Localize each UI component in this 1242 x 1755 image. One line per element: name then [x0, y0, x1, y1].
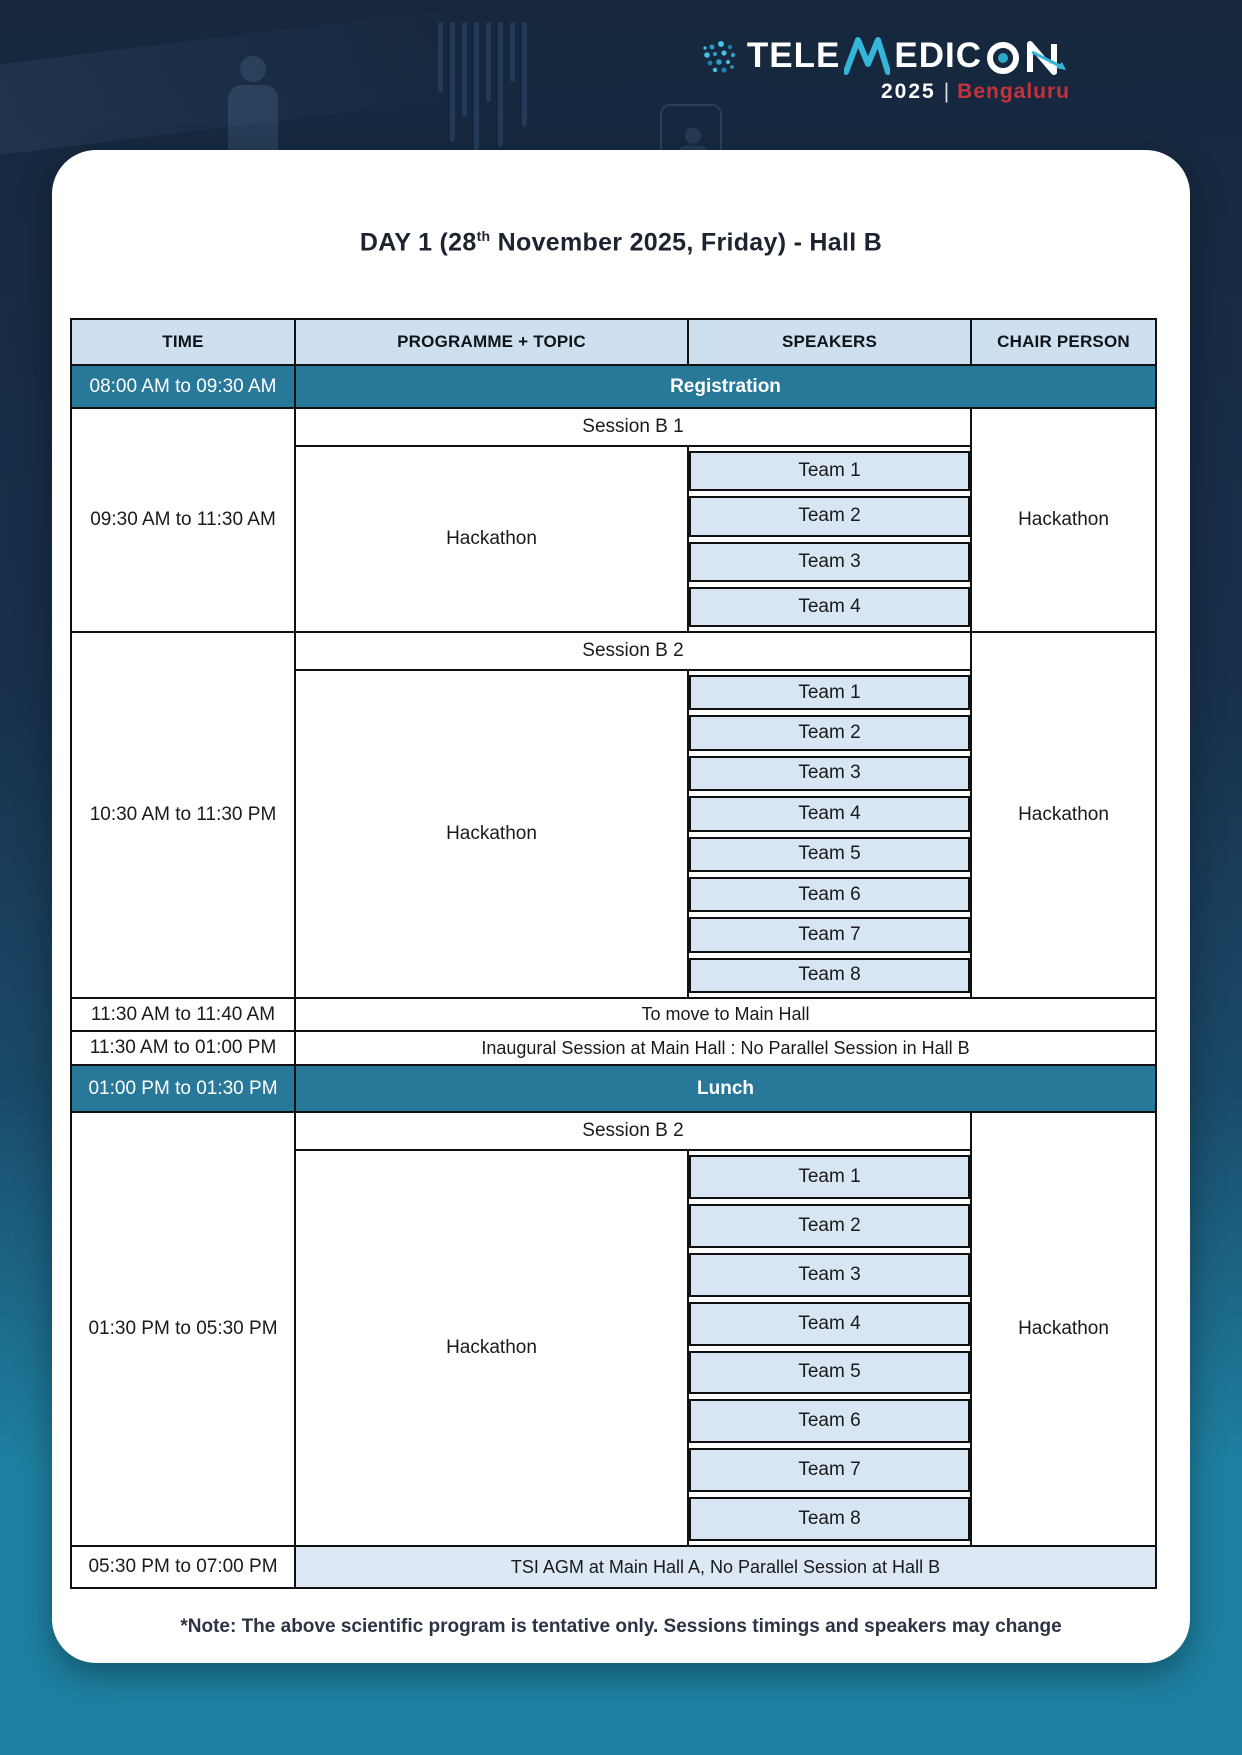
team-chip: Team 5: [689, 1351, 970, 1395]
tsi-agm-row: [72, 1547, 1155, 1587]
team-chip: Team 1: [689, 1155, 970, 1199]
tsi-label: TSI AGM at Main Hall A, No Parallel Session at Hall B: [296, 1547, 1155, 1587]
team-chip: Team 2: [689, 715, 970, 750]
time-cell: 11:30 AM to 11:40 AM: [72, 999, 296, 1030]
teams-list: [689, 1151, 970, 1545]
light-ray-decoration: [0, 9, 464, 162]
inaugural-row: [72, 1032, 1155, 1066]
table-header-row: [72, 320, 1155, 366]
schedule-table: [70, 318, 1157, 1589]
team-chip: Team 7: [689, 1448, 970, 1492]
schedule-card: [52, 150, 1190, 1663]
registration-banner: Registration: [296, 366, 1155, 407]
time-cell: 11:30 AM to 01:00 PM: [72, 1032, 296, 1064]
logo-text-tele: TELE: [746, 36, 841, 75]
day-title-suffix: November 2025, Friday) - Hall B: [490, 228, 883, 257]
team-chip: Team 2: [689, 1204, 970, 1248]
note-text: *Note: The above scientific program is tentative only. Sessions timings and speakers may change: [180, 1616, 1062, 1637]
logo-text-edic: EDIC: [894, 36, 982, 75]
session-header: Session B 1: [296, 409, 970, 447]
team-chip: Team 1: [689, 451, 970, 491]
col-header-programme: PROGRAMME + TOPIC: [296, 320, 689, 364]
session-block-2: [72, 633, 1155, 999]
chair-cell: Hackathon: [1018, 804, 1109, 825]
time-cell: 05:30 PM to 07:00 PM: [72, 1547, 296, 1587]
time-cell: 10:30 AM to 11:30 PM: [72, 633, 296, 997]
team-chip: Team 8: [689, 958, 970, 993]
programme-cell: Hackathon: [296, 671, 689, 997]
col-header-chair: CHAIR PERSON: [972, 320, 1155, 364]
time-cell: 01:00 PM to 01:30 PM: [72, 1066, 296, 1111]
equalizer-bars-decoration: [438, 22, 527, 162]
team-chip: Team 6: [689, 877, 970, 912]
team-chip: Team 3: [689, 1253, 970, 1297]
inaugural-label: Inaugural Session at Main Hall : No Parallel Session in Hall B: [481, 1037, 970, 1058]
team-chip: Team 2: [689, 496, 970, 536]
logo-city: Bengaluru: [957, 80, 1070, 103]
team-chip: Team 4: [689, 796, 970, 831]
chair-cell: Hackathon: [1018, 509, 1109, 530]
team-chip: Team 3: [689, 542, 970, 582]
teams-list: [689, 671, 970, 997]
team-chip: Team 3: [689, 756, 970, 791]
person-silhouette-decoration: [228, 56, 278, 159]
team-chip: Team 6: [689, 1399, 970, 1443]
team-chip: Team 8: [689, 1497, 970, 1541]
day-title-prefix: DAY 1 (28: [359, 228, 477, 257]
session-header: Session B 2: [296, 633, 970, 671]
time-cell: 09:30 AM to 11:30 AM: [72, 409, 296, 631]
team-chip: Team 5: [689, 837, 970, 872]
logo-on-glyph-icon: [986, 36, 1070, 76]
teams-list: [689, 447, 970, 631]
registration-row: [72, 366, 1155, 409]
programme-cell: Hackathon: [296, 447, 689, 631]
day-title: [52, 228, 1190, 257]
logo-year: 2025: [880, 80, 936, 103]
logo-separator: |: [943, 80, 950, 103]
col-header-time: TIME: [72, 320, 296, 364]
team-chip: Team 4: [689, 587, 970, 627]
move-label: To move to Main Hall: [641, 1004, 810, 1024]
team-chip: Team 1: [689, 675, 970, 710]
chair-cell: Hackathon: [1018, 1318, 1109, 1339]
time-cell: 01:30 PM to 05:30 PM: [72, 1113, 296, 1545]
lunch-banner: Lunch: [296, 1066, 1155, 1111]
team-chip: Team 7: [689, 917, 970, 952]
session-block-1: [72, 409, 1155, 633]
move-row: [72, 999, 1155, 1032]
team-chip: Team 4: [689, 1302, 970, 1346]
programme-cell: Hackathon: [296, 1151, 689, 1545]
ecg-m-icon: [844, 36, 890, 76]
globe-dots-icon: [699, 34, 743, 78]
col-header-speakers: SPEAKERS: [689, 320, 972, 364]
time-cell: 08:00 AM to 09:30 AM: [72, 366, 296, 407]
session-header: Session B 2: [296, 1113, 970, 1151]
session-block-3: [72, 1113, 1155, 1547]
conference-logo: [699, 34, 1070, 104]
day-title-superscript: th: [476, 228, 491, 244]
lunch-row: [72, 1066, 1155, 1113]
